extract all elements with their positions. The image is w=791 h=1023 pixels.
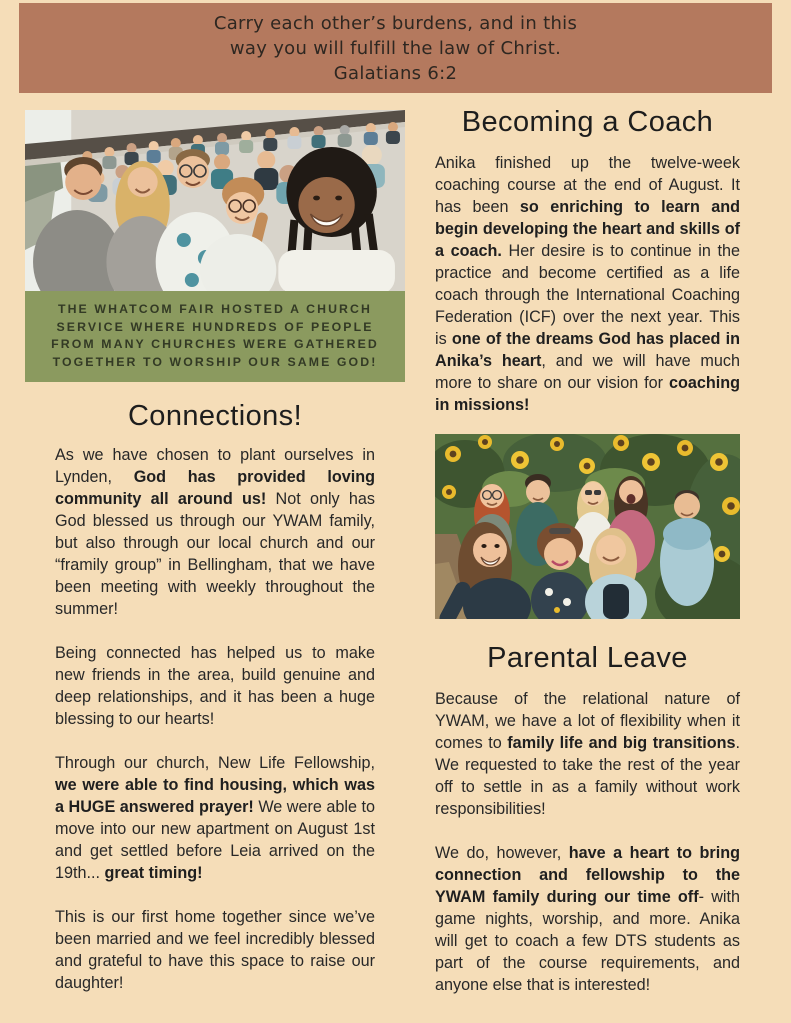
text-run: Through our church, New Life Fellowship,: [55, 754, 375, 772]
bold-text-run: coaching in missions!: [435, 374, 740, 414]
bold-text-run: one of the dreams God has placed in Anika’s heart: [435, 330, 740, 370]
text-run: We do, however,: [435, 844, 569, 862]
paragraph: [435, 152, 740, 416]
scripture-banner: [19, 3, 772, 93]
text-run: As we have chosen to plant ourselves in Lynden,: [55, 446, 375, 486]
connections-text: [25, 444, 405, 994]
bold-text-run: so enriching to learn and begin developing the heart and skills of a coach.: [435, 198, 741, 260]
paragraph: [55, 752, 375, 884]
paragraph: [435, 688, 740, 820]
photo-caption: THE WHATCOM FAIR HOSTED A CHURCH SERVICE WHERE HUNDREDS OF PEOPLE FROM MANY CHURCHES WERE GATHERED TOGETHER TO WORSHIP OUR SAME GOD!: [25, 291, 405, 382]
coach-text: [435, 152, 740, 416]
text-run: We were able to move into our new apartment on August 1st and get settled before Leia arrived on the 19th...: [55, 798, 375, 882]
scripture-line: way you will fulfill the law of Christ.: [229, 37, 562, 59]
left-column: [25, 110, 405, 994]
text-run: - with game nights, worship, and more. Anika will get to coach a few DTS students as part of the course requirements, and anyone else that is interested!: [435, 888, 740, 994]
fair-photo-figure: [25, 110, 405, 382]
text-run: Anika finished up the twelve-week coaching course at the end of August. It has been: [435, 154, 740, 216]
paragraph: [55, 906, 375, 994]
scripture-line: Carry each other’s burdens, and in this: [213, 12, 578, 34]
sunflower-group-photo: [435, 434, 740, 619]
parental-leave-heading: Parental Leave: [487, 642, 688, 674]
text-run: Her desire is to continue in the practice and become certified as a life coach through the International Coaching Federation (ICF) over the next year. This is: [435, 242, 740, 348]
bold-text-run: have a heart to bring connection and fellowship to the YWAM family during our time off: [435, 844, 740, 906]
text-run: This is our first home together since we’ve been married and we feel incredibly blessed and grateful to have this space to raise our daughter!: [55, 908, 375, 992]
text-run: . We requested to take the rest of the year off to settle in as a family without work responsibilities!: [435, 734, 740, 818]
connections-heading: Connections!: [127, 400, 303, 432]
paragraph: [55, 642, 375, 730]
text-run: Not only has God blessed us through our YWAM family, but also through our local church and our “framily group” in Bellingham, that we have been meeting with weekly throughout the summer!: [55, 490, 375, 618]
text-run: Being connected has helped us to make new friends in the area, build genuine and deep relationships, and it has been a huge blessing to our hearts!: [55, 644, 375, 728]
paragraph: [55, 444, 375, 620]
stadium-crowd-photo: [25, 110, 405, 291]
paragraph: [435, 842, 740, 996]
becoming-a-coach-heading: Becoming a Coach: [461, 106, 714, 138]
text-run: Because of the relational nature of YWAM, we have a lot of flexibility when it comes to: [435, 690, 740, 752]
leave-text: [435, 688, 740, 996]
text-run: , and we will have much more to share on our vision for: [435, 352, 741, 392]
bold-text-run: God has provided loving community all around us!: [55, 468, 375, 508]
bold-text-run: we were able to find housing, which was a HUGE answered prayer!: [55, 776, 375, 816]
bold-text-run: great timing!: [104, 864, 203, 882]
bold-text-run: family life and big transitions: [507, 734, 736, 752]
right-column: [435, 105, 740, 996]
scripture-reference: Galatians 6:2: [333, 62, 458, 84]
